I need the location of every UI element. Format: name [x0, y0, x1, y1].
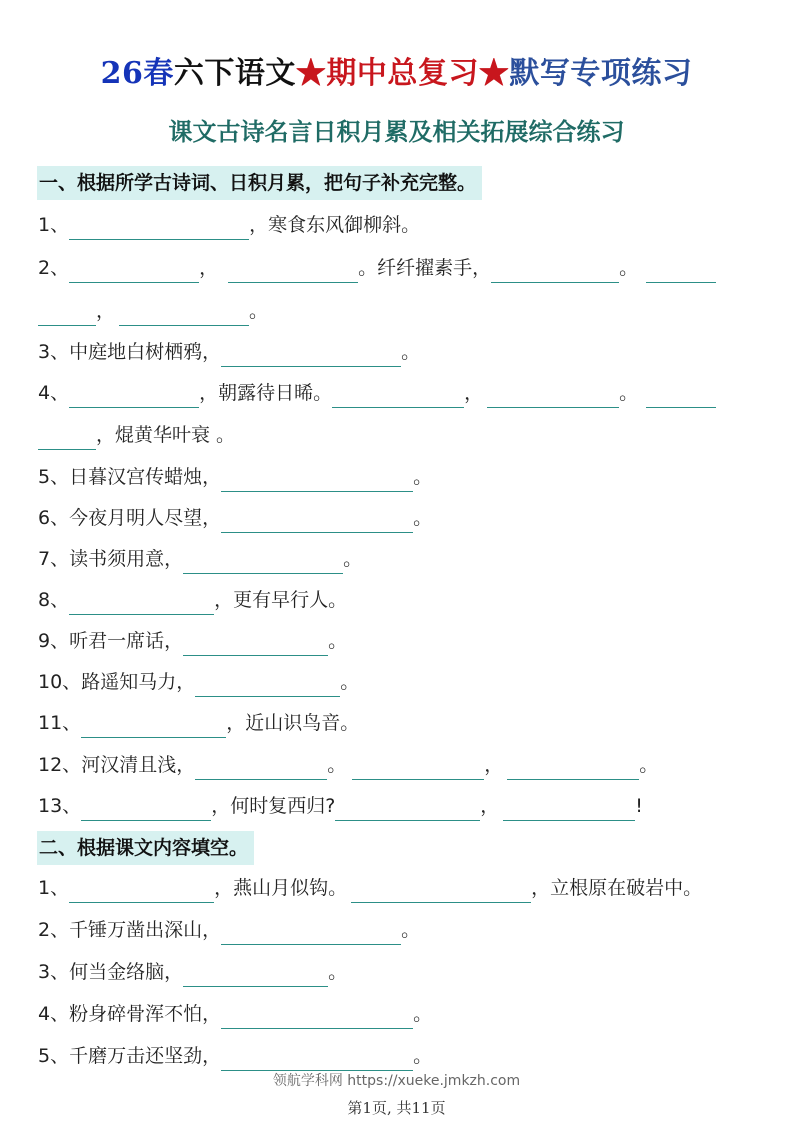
answer-blank[interactable]: [69, 217, 249, 240]
question-text: !: [635, 795, 643, 817]
question-text: 中庭地白树栖鸦，: [69, 341, 222, 363]
question-text: 。: [340, 671, 360, 693]
question-text: 。: [619, 257, 639, 279]
answer-blank[interactable]: [646, 385, 716, 408]
answer-blank[interactable]: [119, 303, 249, 326]
question-text: ，: [96, 300, 116, 322]
question-text: 。: [413, 1003, 433, 1025]
star-icon: ★: [295, 56, 327, 91]
question-text: 。: [619, 382, 639, 404]
question-text: 。: [343, 548, 363, 570]
question-1-11: [38, 708, 359, 738]
question-text: 。: [639, 754, 659, 776]
question-text: 。: [327, 754, 347, 776]
footer-website: 领航学科网 https://xueke.jmkzh.com: [272, 1073, 521, 1089]
question-1-3: [38, 337, 420, 367]
question-1-6: [38, 503, 432, 533]
question-number: 5、: [38, 1045, 70, 1067]
question-1-5: [38, 462, 432, 492]
worksheet-title: [0, 48, 793, 92]
question-number: 7、: [38, 548, 70, 570]
question-1-2: [38, 253, 758, 283]
question-number: 2、: [38, 257, 70, 279]
answer-blank[interactable]: [646, 260, 716, 283]
answer-blank[interactable]: [228, 260, 358, 283]
question-text: 。: [401, 919, 421, 941]
question-text: 。: [413, 1045, 433, 1067]
question-text: 。纤纤擢素手，: [358, 257, 492, 279]
answer-blank[interactable]: [81, 715, 226, 738]
question-text: ，近山识鸟音。: [226, 712, 360, 734]
question-1-8: [38, 585, 347, 615]
worksheet-subtitle: 课文古诗名言日积月累及相关拓展综合练习: [168, 117, 625, 146]
question-text: 。: [328, 961, 348, 983]
answer-blank[interactable]: [507, 757, 639, 780]
question-text: 河汉清且浅，: [81, 754, 196, 776]
question-number: 4、: [38, 382, 70, 404]
answer-blank[interactable]: [183, 964, 328, 987]
answer-blank[interactable]: [183, 633, 328, 656]
star-icon: ★: [478, 56, 510, 91]
question-text: ，燕山月似钩。: [214, 877, 348, 899]
question-text: 。: [328, 630, 348, 652]
question-number: 1、: [38, 214, 70, 236]
title-season: 春: [143, 56, 174, 91]
question-number: 4、: [38, 1003, 70, 1025]
answer-blank[interactable]: [69, 592, 214, 615]
question-text: ，何时复西归?: [211, 795, 336, 817]
question-text: 。: [413, 466, 433, 488]
question-2-5: [38, 1041, 432, 1071]
question-text: ，寒食东风御柳斜。: [249, 214, 421, 236]
question-1-10: [38, 667, 359, 697]
question-text: 听君一席话，: [69, 630, 184, 652]
question-text: 今夜月明人尽望，: [69, 507, 222, 529]
answer-blank[interactable]: [332, 385, 464, 408]
question-1-13: [38, 791, 643, 821]
question-2-4: [38, 999, 432, 1029]
answer-blank[interactable]: [195, 757, 327, 780]
question-2-1: [38, 873, 758, 903]
question-1-1: [38, 210, 420, 240]
question-text: ，立根原在破岩中。: [531, 877, 703, 899]
answer-blank[interactable]: [183, 551, 343, 574]
question-1-7: [38, 544, 362, 574]
question-number: 11、: [38, 712, 82, 734]
answer-blank[interactable]: [81, 798, 211, 821]
answer-blank[interactable]: [335, 798, 480, 821]
question-number: 8、: [38, 589, 70, 611]
question-number: 3、: [38, 341, 70, 363]
question-text: 。: [401, 341, 421, 363]
page-number: 第1页, 共11页: [347, 1099, 446, 1117]
answer-blank[interactable]: [69, 260, 199, 283]
question-2-3: [38, 957, 347, 987]
answer-blank[interactable]: [221, 469, 413, 492]
answer-blank[interactable]: [351, 880, 531, 903]
question-1-4: [38, 378, 758, 408]
section-heading-2: 二、根据课文内容填空。: [37, 831, 254, 865]
question-text: ，: [480, 795, 500, 817]
answer-blank[interactable]: [195, 674, 340, 697]
title-review: 期中总复习: [326, 56, 479, 91]
answer-blank[interactable]: [487, 385, 619, 408]
question-number: 5、: [38, 466, 70, 488]
question-text: 日暮汉宫传蜡烛，: [69, 466, 222, 488]
answer-blank[interactable]: [221, 344, 401, 367]
answer-blank[interactable]: [221, 1006, 413, 1029]
question-number: 2、: [38, 919, 70, 941]
question-text: 粉身碎骨浑不怕，: [69, 1003, 222, 1025]
question-text: 何当金络脑，: [69, 961, 184, 983]
question-number: 1、: [38, 877, 70, 899]
title-grade-subject: 六下语文: [173, 56, 296, 91]
question-2-2: [38, 915, 420, 945]
question-text: 。: [249, 300, 269, 322]
question-number: 12、: [38, 754, 82, 776]
question-number: 3、: [38, 961, 70, 983]
question-text: 。: [413, 507, 433, 529]
question-text: ，: [199, 257, 219, 279]
question-text: 路遥知马力，: [81, 671, 196, 693]
question-1-9: [38, 626, 347, 656]
question-number: 9、: [38, 630, 70, 652]
answer-blank[interactable]: [503, 798, 635, 821]
question-number: 6、: [38, 507, 70, 529]
title-number: 26: [100, 56, 144, 91]
question-text: 千锤万凿出深山，: [69, 919, 222, 941]
answer-blank[interactable]: [221, 510, 413, 533]
title-topic: 默写专项练习: [509, 56, 693, 91]
answer-blank[interactable]: [69, 880, 214, 903]
answer-blank[interactable]: [221, 922, 401, 945]
question-text: ，: [484, 754, 504, 776]
answer-blank[interactable]: [221, 1048, 413, 1071]
question-number: 10、: [38, 671, 82, 693]
answer-blank[interactable]: [352, 757, 484, 780]
section-heading-1: 一、根据所学古诗词、日积月累，把句子补充完整。: [37, 166, 482, 200]
question-1-2-continued: [38, 296, 268, 326]
question-text: ，焜黄华叶衰 。: [96, 424, 236, 446]
question-1-4-continued: [38, 420, 235, 450]
question-text: ，更有早行人。: [214, 589, 348, 611]
answer-blank[interactable]: [69, 385, 199, 408]
question-number: 13、: [38, 795, 82, 817]
answer-blank[interactable]: [38, 427, 96, 450]
answer-blank[interactable]: [491, 260, 619, 283]
answer-blank[interactable]: [38, 303, 96, 326]
question-text: ，朝露待日晞。: [199, 382, 333, 404]
question-text: 读书须用意，: [69, 548, 184, 570]
question-text: ，: [464, 382, 484, 404]
question-text: 千磨万击还坚劲，: [69, 1045, 222, 1067]
question-1-12: [38, 750, 658, 780]
